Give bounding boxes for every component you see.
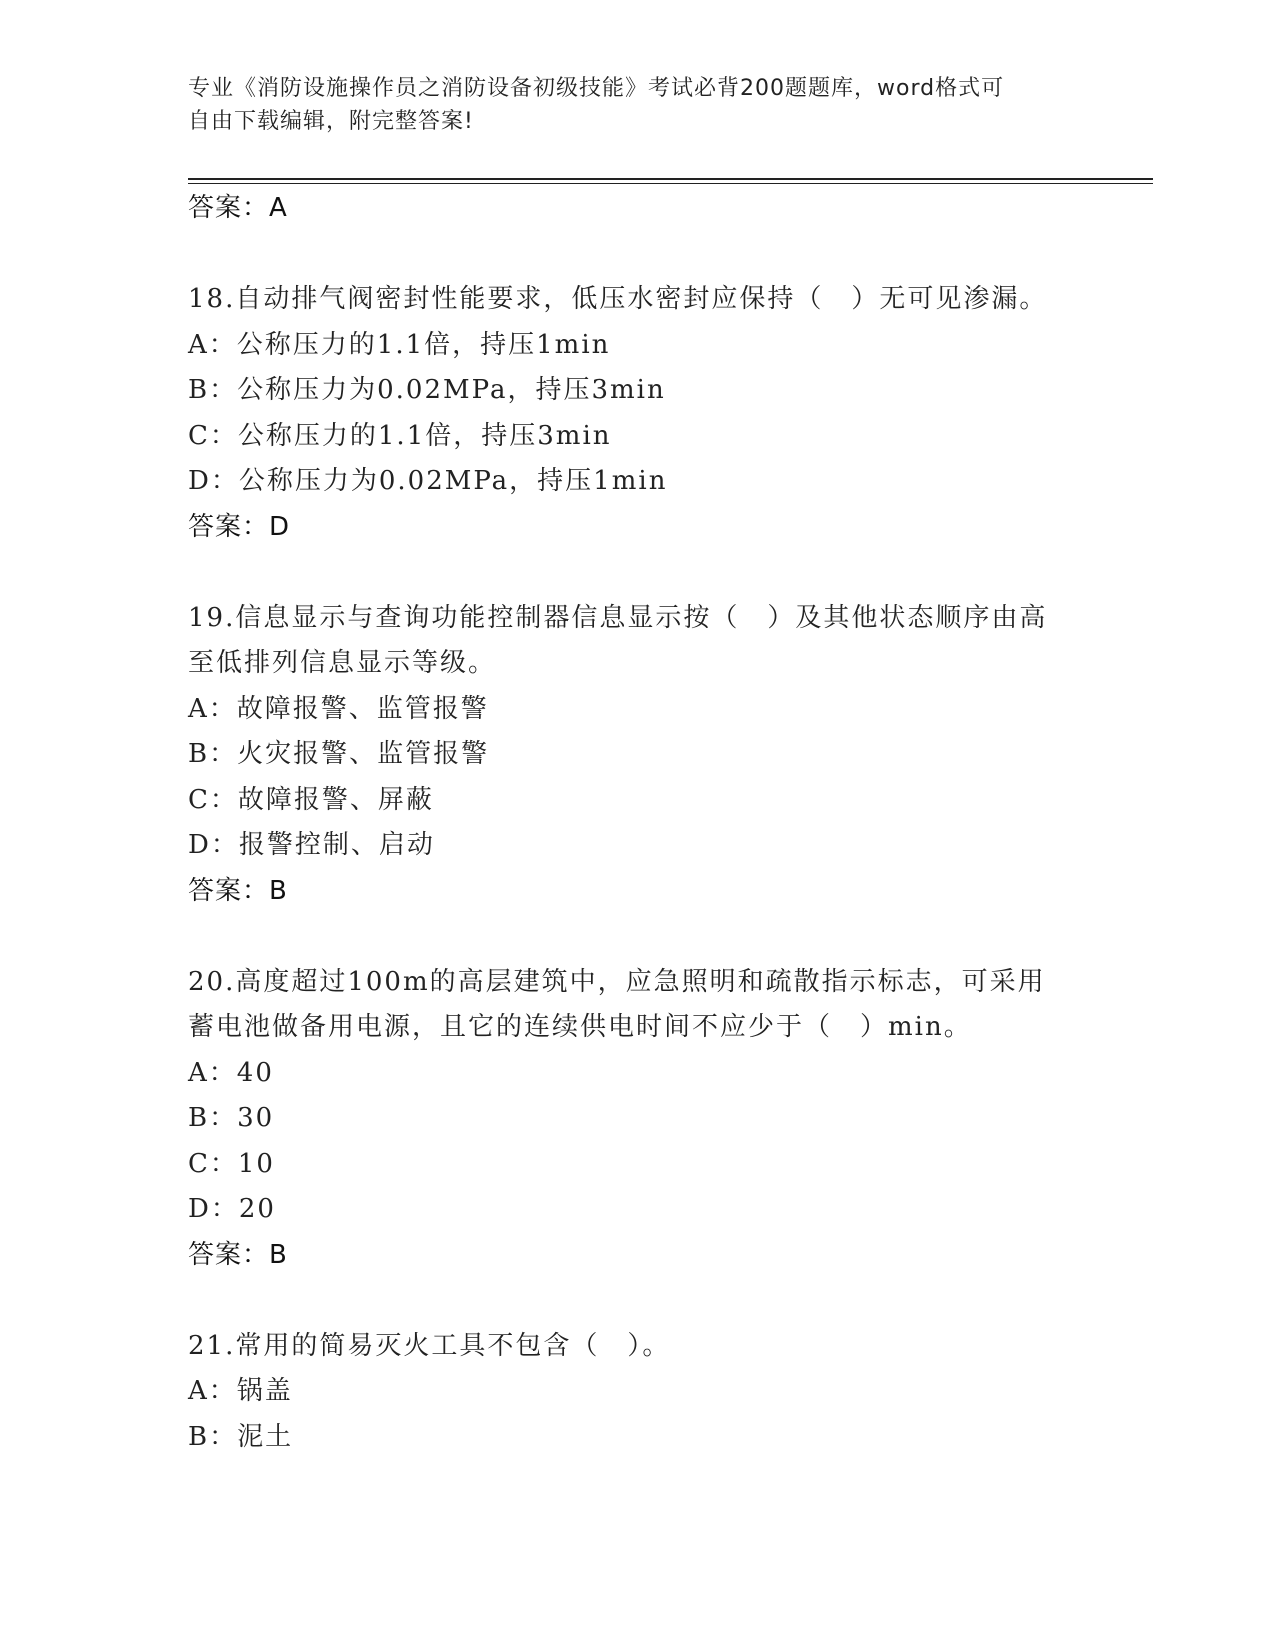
answer-text: 答案：D [188,511,291,542]
question-text: 18.自动排气阀密封性能要求，低压水密封应保持（ ）无可见渗漏。 [188,284,1048,314]
answer-text: 答案：A [188,193,288,223]
answer-text: 答案：B [188,1239,288,1270]
option-a: A：锅盖 [188,1376,293,1406]
question-block [188,960,1148,1279]
spacer [188,1278,1148,1324]
spacer [188,550,1148,596]
question-text: 19.信息显示与查询功能控制器信息显示按（ ）及其他状态顺序由高 [188,602,1048,633]
option-c: C：故障报警、屏蔽 [188,784,434,815]
option-b: B：泥土 [188,1421,294,1452]
question-block [188,1324,1148,1461]
question-block [188,596,1148,915]
question-text: 20.高度超过100m的高层建筑中，应急照明和疏散指示标志，可采用 [188,966,1046,997]
option-b: B：火灾报警、监管报警 [188,739,490,769]
header-line-1: 专业《消防设施操作员之消防设备初级技能》考试必背200题题库，word格式可 [188,76,1005,101]
option-d: D：公称压力为0.02MPa，持压1min [188,466,668,496]
option-a: A：40 [188,1057,274,1088]
spacer [188,232,1148,278]
question-list [188,186,1148,1460]
option-c: C：公称压力的1.1倍，持压3min [188,420,612,451]
option-a: A：故障报警、监管报警 [188,693,489,724]
question-block [188,277,1148,550]
header-line-2: 自由下载编辑，附完整答案! [188,109,474,134]
answer-text: 答案：B [188,875,288,906]
page-header [188,72,1068,138]
option-b: B：公称压力为0.02MPa，持压3min [188,375,666,405]
question-text: 21.常用的简易灭火工具不包含（ ）。 [188,1330,671,1361]
question-text-continued: 至低排列信息显示等级。 [188,648,497,678]
option-d: D：报警控制、启动 [188,830,435,860]
option-c: C：10 [188,1148,275,1179]
option-a: A：公称压力的1.1倍，持压1min [188,329,611,360]
option-b: B：30 [188,1103,275,1133]
header-divider [188,178,1153,184]
spacer [188,914,1148,960]
question-text-continued: 蓄电池做备用电源，且它的连续供电时间不应少于（ ）min。 [188,1012,972,1042]
option-d: D：20 [188,1194,276,1224]
